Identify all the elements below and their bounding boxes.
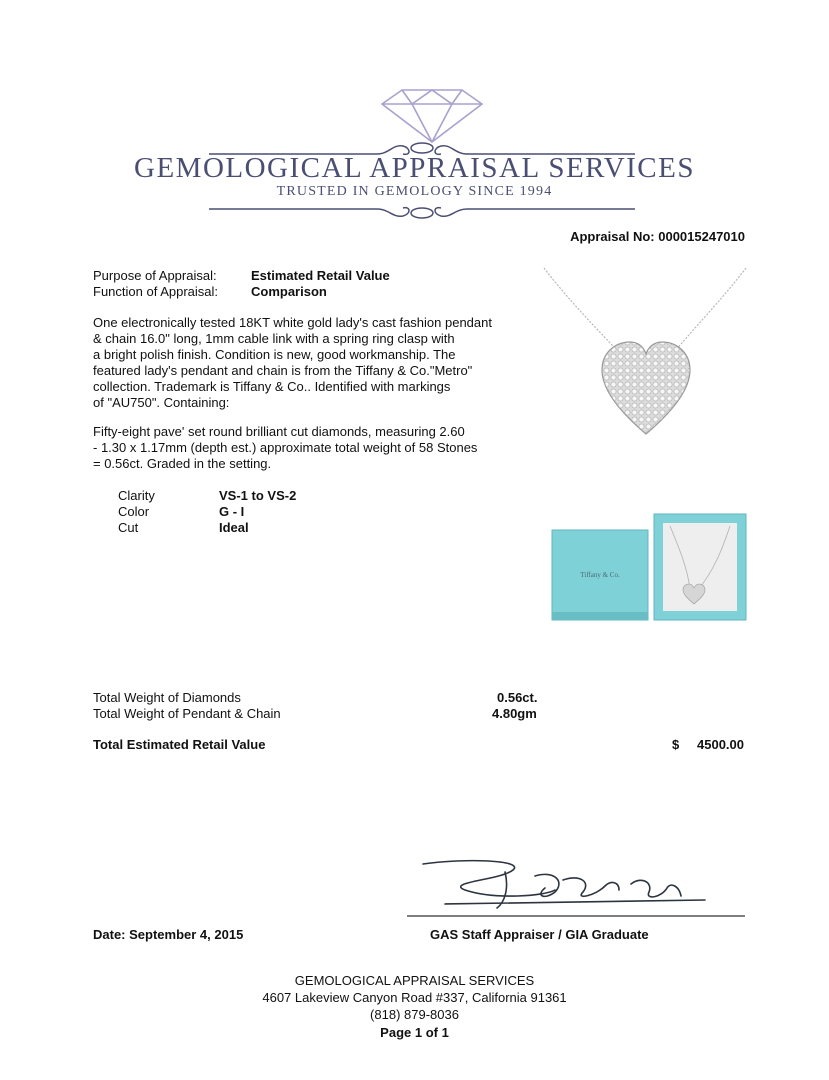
appraisal-number: [570, 229, 745, 245]
description-line: featured lady's pendant and chain is from the Tiffany & Co."Metro": [93, 363, 473, 378]
purpose-value: Estimated Retail Value: [251, 268, 390, 283]
total-value-label: Total Estimated Retail Value: [93, 737, 266, 752]
function-label: Function of Appraisal:: [93, 284, 219, 299]
stone-line: - 1.30 x 1.17mm (depth est.) approximate total weight of 58 Stones: [93, 440, 478, 455]
function-value: Comparison: [251, 284, 327, 299]
footer-phone: (818) 879-8036: [370, 1007, 459, 1022]
company-logo-title: GEMOLOGICAL APPRAISAL SERVICES: [134, 152, 695, 184]
total-value-amount: 4500.00: [697, 737, 744, 752]
pendant-weight-value: 4.80gm: [492, 706, 537, 721]
cut-label: Cut: [118, 520, 139, 535]
color-label: Color: [118, 504, 150, 519]
box-brand-text: Tiffany & Co.: [580, 571, 620, 579]
clarity-label: Clarity: [118, 488, 155, 503]
description-line: a bright polish finish. Condition is new, good workmanship. The: [93, 347, 456, 362]
color-value: G - I: [219, 504, 245, 519]
pendant-weight-label: Total Weight of Pendant & Chain: [93, 706, 281, 721]
cut-value: Ideal: [219, 520, 249, 535]
appraisal-number-value: 000015247010: [658, 229, 745, 244]
page-number: Page 1 of 1: [380, 1025, 449, 1040]
description-line: of "AU750". Containing:: [93, 395, 230, 410]
description-line: & chain 16.0" long, 1mm cable link with a spring ring clasp with: [93, 331, 455, 346]
stone-description: [93, 424, 523, 472]
heart-pendant-photo: [540, 262, 750, 442]
stone-line: Fifty-eight pave' set round brilliant cut diamonds, measuring 2.60: [93, 424, 465, 439]
company-tagline: TRUSTED IN GEMOLOGY SINCE 1994: [276, 184, 553, 199]
appraiser-signature: [405, 852, 750, 922]
signer-title: GAS Staff Appraiser / GIA Graduate: [430, 927, 649, 942]
description-line: collection. Trademark is Tiffany & Co.. Identified with markings: [93, 379, 451, 394]
description-line: One electronically tested 18KT white gold lady's cast fashion pendant: [93, 315, 492, 330]
stone-line: = 0.56ct. Graded in the setting.: [93, 456, 272, 471]
currency-symbol: $: [672, 737, 680, 752]
purpose-label: Purpose of Appraisal:: [93, 268, 217, 283]
item-description: [93, 315, 523, 411]
diamond-logo-icon: [380, 88, 484, 144]
tiffany-box-photo: [550, 510, 750, 630]
clarity-value: VS-1 to VS-2: [219, 488, 297, 503]
diamond-weight-label: Total Weight of Diamonds: [93, 690, 241, 705]
appraisal-number-label: Appraisal No:: [570, 229, 655, 244]
appraisal-date: Date: September 4, 2015: [93, 927, 244, 942]
diamond-weight-value: 0.56ct.: [497, 690, 538, 705]
bottom-flourish-divider: [207, 201, 637, 221]
footer-company: GEMOLOGICAL APPRAISAL SERVICES: [294, 973, 535, 988]
footer-address: 4607 Lakeview Canyon Road #337, California 91361: [262, 990, 567, 1005]
